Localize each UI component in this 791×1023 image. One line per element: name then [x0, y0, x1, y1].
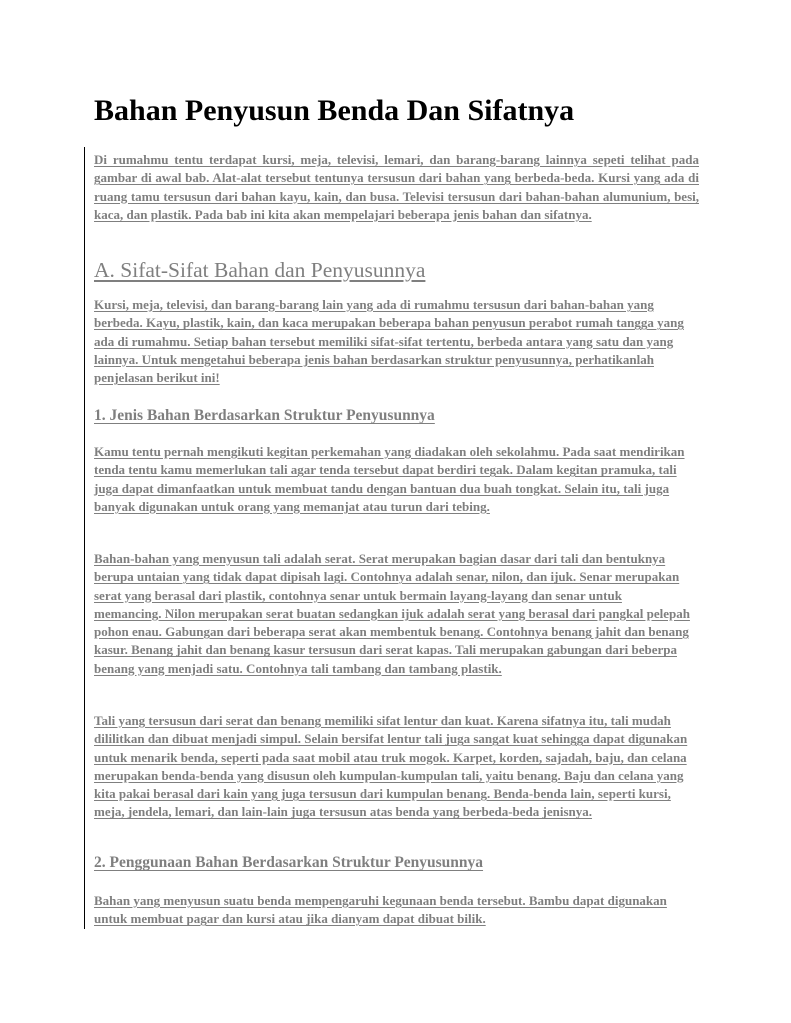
left-margin-rule: [84, 147, 85, 929]
section-a-heading[interactable]: A. Sifat-Sifat Bahan dan Penyusunnya: [94, 258, 426, 282]
section-a-heading-block: [94, 257, 699, 283]
subsection-1-heading[interactable]: 1. Jenis Bahan Berdasarkan Struktur Penyusunnya: [94, 407, 435, 424]
subsection-2-heading[interactable]: 2. Penggunaan Bahan Berdasarkan Struktur Penyusunnya: [94, 854, 484, 871]
subsection-1-para-2-block: [94, 550, 690, 678]
subsection-2-block: [94, 892, 690, 929]
subsection-1-paragraph-2[interactable]: Bahan-bahan yang menyusun tali adalah serat. Serat merupakan bagian dasar dari tali dan bentuknya berupa untaian yang tidak dapat dipisah lagi. Contohnya adalah senar, nilon, dan ijuk. Senar merupakan serat yang berasal dari plastik, contohnya senar untuk bermain layang-layang dan senar untuk memancing. Nilon merupakan serat buatan sedangkan ijuk adalah serat yang berasal dari pangkal pelepah pohon enau. Gabungan dari beberapa serat akan membentuk benang. Contohnya benang jahit dan benang kasur. Benang jahit dan benang kasur tersusun dari serat kapas. Tali merupakan gabungan dari beberpa benang yang menjadi satu. Contohnya tali tambang dan tambang plastik.: [94, 551, 690, 676]
document-title: Bahan Penyusun Benda Dan Sifatnya: [94, 94, 575, 127]
section-a-paragraph[interactable]: Kursi, meja, televisi, dan barang-barang lain yang ada di rumahmu tersusun dari bahan-bahan yang berbeda. Kayu, plastik, kain, dan kaca merupakan beberapa bahan penyusun perabot rumah tangga yang ada di rumahmu. Setiap bahan tersebut memiliki sifat-sifat tertentu, berbeda antara yang satu dan yang lainnya. Untuk mengetahui beberapa jenis bahan berdasarkan struktur penyusunnya, perhatikanlah penjelasan berikut ini!: [94, 297, 684, 386]
subsection-1-para-1-block: [94, 443, 690, 516]
subsection-1-paragraph-3[interactable]: Tali yang tersusun dari serat dan benang memiliki sifat lentur dan kuat. Karena sifatnya itu, tali mudah dililitkan dan dibuat menjadi simpul. Selain bersifat lentur tali juga sangat kuat sehingga dapat digunakan untuk menarik benda, seperti pada saat mobil atau truk mogok. Karpet, korden, sajadah, baju, dan celana merupakan benda-benda yang disusun oleh kumpulan-kumpulan tali, yaitu benang. Baju dan celana yang kita pakai berasal dari kain yang juga tersusun dari kumpulan benang. Benda-benda lain, seperti kursi, meja, jendela, lemari, dan lain-lain juga tersusun atas benda yang berbeda-beda jenisnya.: [94, 713, 688, 820]
subsection-2-heading-block: [94, 853, 699, 873]
section-a-block: [94, 296, 690, 387]
subsection-1-heading-block: [94, 406, 699, 426]
intro-block: [94, 151, 699, 224]
subsection-1-para-3-block: [94, 712, 699, 822]
subsection-2-paragraph[interactable]: Bahan yang menyusun suatu benda mempengaruhi kegunaan benda tersebut. Bambu dapat digunakan untuk membuat pagar dan kursi atau jika dianyam dapat dibuat bilik.: [94, 893, 667, 927]
intro-paragraph[interactable]: Di rumahmu tentu terdapat kursi, meja, televisi, lemari, dan barang-barang lainnya sepeti telihat pada gambar di awal bab. Alat-alat tersebut tentunya tersusun dari bahan yang berbeda-beda. Kursi yang ada di ruang tamu tersusun dari bahan kayu, kain, dan busa. Televisi tersusun dari bahan-bahan alumunium, besi, kaca, dan plastik. Pada bab ini kita akan mempelajari beberapa jenis bahan dan sifatnya.: [94, 152, 699, 222]
subsection-1-paragraph-1[interactable]: Kamu tentu pernah mengikuti kegitan perkemahan yang diadakan oleh sekolahmu. Pada saat mendirikan tenda tentu kamu memerlukan tali agar tenda tersebut dapat berdiri tegak. Dalam kegitan pramuka, tali juga dapat dimanfaatkan untuk membuat tandu dengan bantuan dua buah tongkat. Selain itu, tali juga banyak digunakan untuk orang yang memanjat atau turun dari tebing.: [94, 444, 685, 514]
